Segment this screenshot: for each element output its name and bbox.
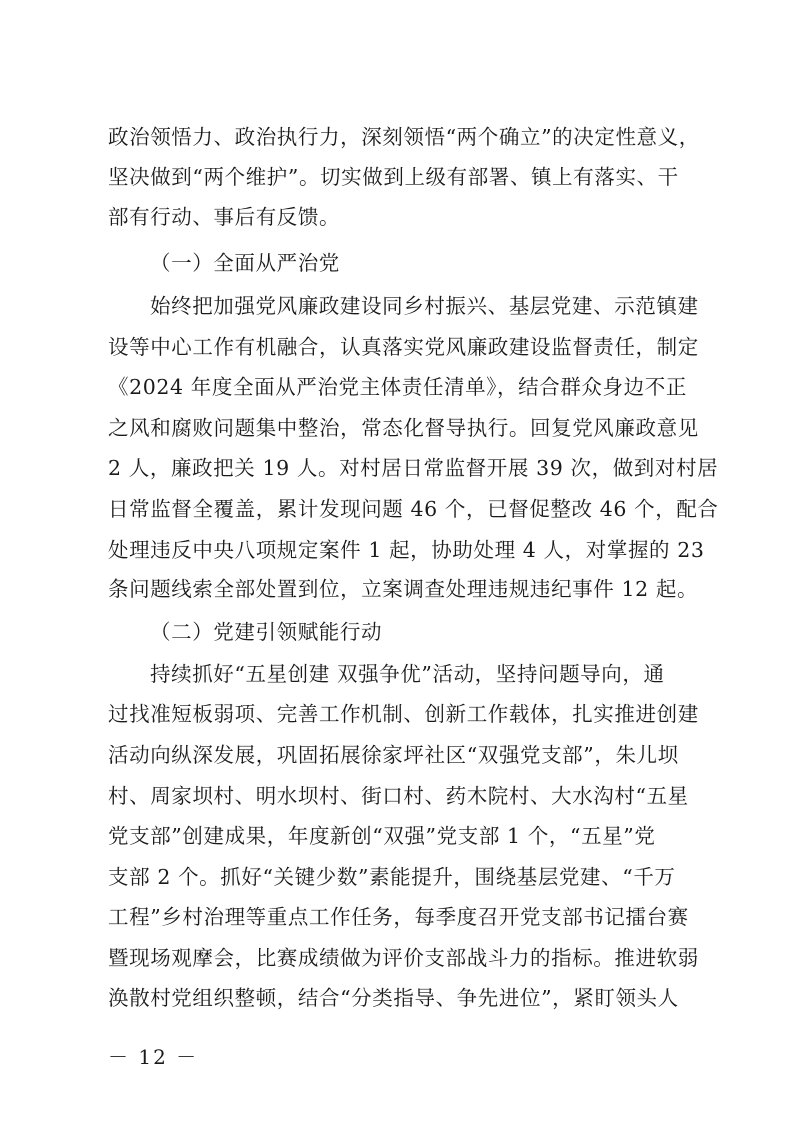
paragraph-line: 部有行动、事后有反馈。 xyxy=(108,205,341,229)
paragraph-line: 《2024 年度全面从严治党主体责任清单》，结合群众身边不正 xyxy=(108,375,687,399)
paragraph-line: 日常监督全覆盖，累计发现问题 46 个，已督促整改 46 个，配合 xyxy=(108,497,719,521)
paragraph-line: 支部 2 个。抓好“关键少数”素能提升，围绕基层党建、“千万 xyxy=(108,865,676,889)
paragraph-line: 党支部”创建成果，年度新创“双强”党支部 1 个，“五星”党 xyxy=(108,824,656,848)
paragraph-line: 村、周家坝村、明水坝村、街口村、药木院村、大水沟村“五星 xyxy=(108,784,689,808)
paragraph-line: 2 人，廉政把关 19 人。对村居日常监督开展 39 次，做到对村居 xyxy=(108,456,719,480)
paragraph-line: 暨现场观摩会，比赛成绩做为评价支部战斗力的指标。推进软弱 xyxy=(108,946,699,970)
paragraph-line: 始终把加强党风廉政建设同乡村振兴、基层党建、示范镇建 xyxy=(150,294,699,318)
paragraph-line: 工程”乡村治理等重点工作任务，每季度召开党支部书记擂台赛 xyxy=(108,905,689,929)
paragraph-line: 政治领悟力、政治执行力，深刻领悟“两个确立”的决定性意义， xyxy=(108,125,700,149)
paragraph-line: 条问题线索全部处置到位，立案调查处理违规违纪事件 12 起。 xyxy=(108,577,699,601)
section-heading: （一）全面从严治党 xyxy=(150,251,340,275)
paragraph-line: 持续抓好“五星创建 双强争优”活动，坚持问题导向，通 xyxy=(150,662,665,686)
paragraph-line: 涣散村党组织整顿，结合“分类指导、争先进位”，紧盯领头人 xyxy=(108,986,679,1010)
paragraph-line: 过找准短板弱项、完善工作机制、创新工作载体，扎实推进创建 xyxy=(108,702,699,726)
section-heading: （二）党建引领赋能行动 xyxy=(150,620,383,644)
paragraph-line: 之风和腐败问题集中整治，常态化督导执行。回复党风廉政意见 xyxy=(108,416,699,440)
paragraph-line: 处理违反中央八项规定案件 1 起，协助处理 4 人，对掌握的 23 xyxy=(108,538,705,562)
paragraph-line: 坚决做到“两个维护”。切实做到上级有部署、镇上有落实、干 xyxy=(108,165,679,189)
paragraph-line: 活动向纵深发展，巩固拓展徐家坪社区“双强党支部”，朱儿坝 xyxy=(108,743,679,767)
page-number: － 12 － xyxy=(108,1045,199,1069)
paragraph-line: 设等中心工作有机融合，认真落实党风廉政建设监督责任，制定 xyxy=(108,335,699,359)
